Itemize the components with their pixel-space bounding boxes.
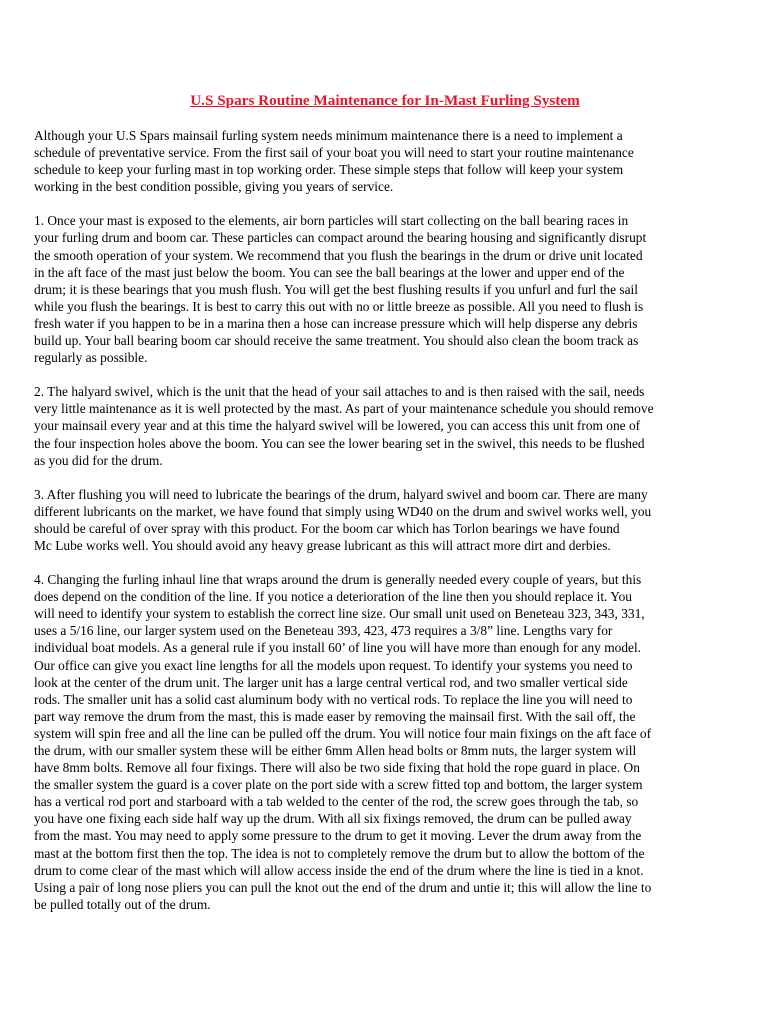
paragraph-step-1: 1. Once your mast is exposed to the elements, air born particles will start collecting on the ball bearing races in your furling drum and boom car. These particles can compact around the bearing housing and significantly disrupt the smooth operation of your system. We recommend that you flush the bearings in the drum or drive unit located in the aft face of the mast just below the boom. You can see the ball bearings at the lower and upper end of the drum; it is these bearings that you mush flush. You will get the best flushing results if you unfurl and furl the sail while you flush the bearings. It is best to carry this out with no or little breeze as possible. All you need to flush is fresh water if you happen to be in a marina then a hose can increase pressure which will help disperse any debris build up. Your ball bearing boom car should receive the same treatment. You should also clean the boom track as regularly as possible. — [34, 213, 647, 366]
paragraph-step-4: 4. Changing the furling inhaul line that wraps around the drum is generally needed every couple of years, but this does depend on the condition of the line. If you notice a deterioration of the line then you should replace it. You will need to identify your system to establish the correct line size. Our small unit used on Beneteau 323, 343, 331, uses a 5/16 line, our larger system used on the Beneteau 393, 423, 473 requires a 3/8” line. Lengths vary for individual boat models. As a general rule if you install 60’ of line you will have more than enough for any model. Our office can give you exact line lengths for all the models upon request. To identify your systems you need to look at the center of the drum unit. The larger unit has a large central vertical rod, and two smaller vertical side rods. The smaller unit has a solid cast aluminum body with no vertical rods. To replace the line you will need to part way remove the drum from the mast, this is made easer by removing the mainsail first. With the sail off, the system will spin free and all the line can be pulled off the drum. You will notice four main fixings on the aft face of the drum, with our smaller system these will be either 6mm Allen head bolts or 8mm nuts, the larger system will have 8mm bolts. Remove all four fixings. There will also be two side fixing that hold the rope guard in place. On the smaller system the guard is a cover plate on the port side with a screw fitted top and bottom, the larger system has a vertical rod port and starboard with a tab welded to the center of the rod, the screw goes through the tab, so you have one fixing each side half way up the drum. With all six fixings removed, the drum can be pulled away from the mast. You may need to apply some pressure to the drum to get it moving. Lever the drum away from the mast at the bottom first then the top. The idea is not to completely remove the drum but to allow the bottom of the drum to come clear of the mast which will allow access inside the end of the drum where the line is tied in a knot. Using a pair of long nose pliers you can pull the knot out the end of the drum and untie it; this will allow the line to be pulled totally out of the drum. — [34, 572, 652, 912]
document-title: U.S Spars Routine Maintenance for In-Mast Furling System — [190, 92, 580, 109]
document-page — [34, 88, 736, 930]
paragraph-intro: Although your U.S Spars mainsail furling system needs minimum maintenance there is a need to implement a schedule of preventative service. From the first sail of your boat you will need to start your routine maintenance schedule to keep your furling mast in top working order. These simple steps that follow will keep your system working in the best condition possible, giving you years of service. — [34, 128, 634, 195]
paragraph-step-2: 2. The halyard swivel, which is the unit that the head of your sail attaches to and is then raised with the sail, needs very little maintenance as it is well protected by the mast. As part of your maintenance schedule you should remove your mainsail every year and at this time the halyard swivel will be lowered, you can access this unit from one of the four inspection holes above the boom. You can see the lower bearing set in the swivel, this needs to be flushed as you did for the drum. — [34, 384, 654, 468]
paragraph-step-3: 3. After flushing you will need to lubricate the bearings of the drum, halyard swivel and boom car. There are many different lubricants on the market, we have found that simply using WD40 on the drum and swivel works well, you should be careful of over spray with this product. For the boom car which has Torlon bearings we have found Mc Lube works well. You should avoid any heavy grease lubricant as this will attract more dirt and derbies. — [34, 486, 652, 553]
